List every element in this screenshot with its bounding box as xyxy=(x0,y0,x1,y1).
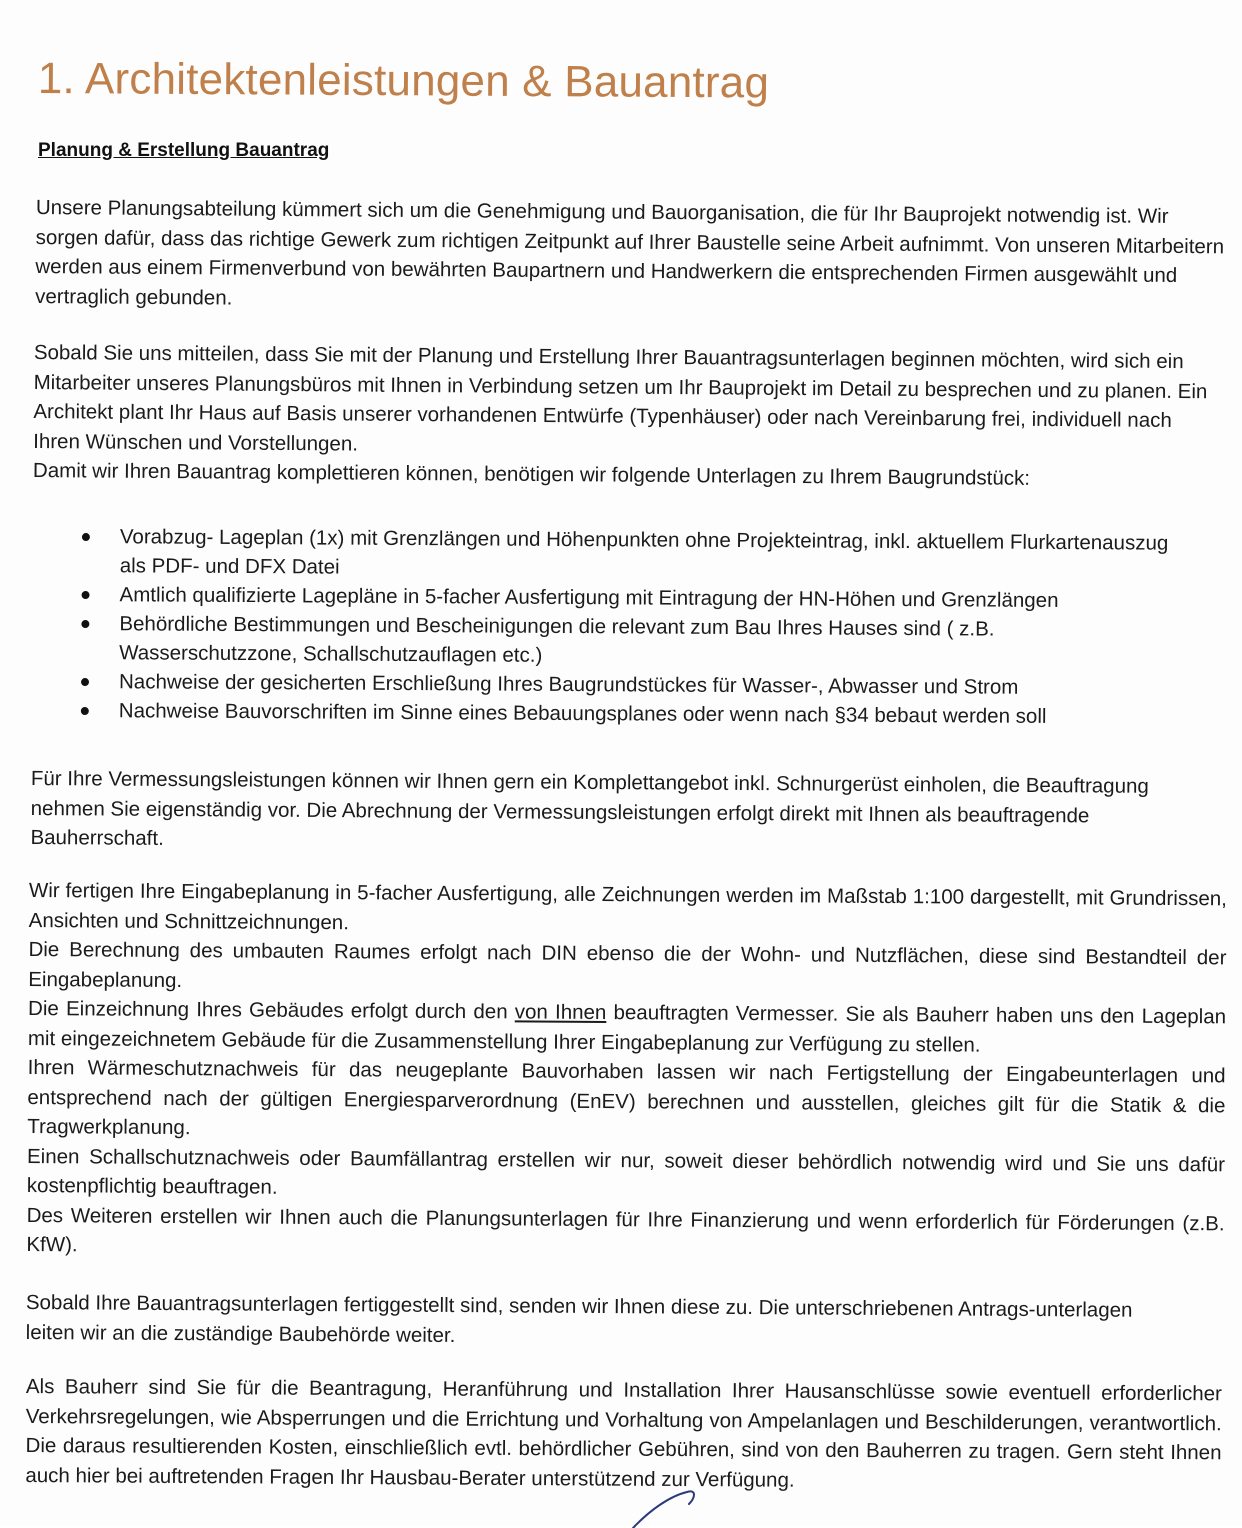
paragraph-financing: Des Weiteren erstellen wir Ihnen auch die Planungsunterlagen für Ihre Finanzierung und wenn erforderlich für Förderungen (z.B. KfW). xyxy=(26,1203,1225,1257)
underlined-emphasis: von Ihnen xyxy=(514,1000,607,1025)
paragraph-thermal-insulation: Ihren Wärmeschutznachweis für das neugeplante Bauvorhaben lassen wir nach Fertigstellung der Eingabeunterlagen und entsprechend nach der gültigen Energiesparverordnung (EnEV) berechnen und ausstellen, gleiches gilt für die Statik & die Tragwerkplanung. xyxy=(27,1055,1226,1140)
list-item: Vorabzug- Lageplan (1x) mit Grenzlängen und Höhenpunkten ohne Projekteintrag, inkl. aktuellem Flurkartenauszug als PDF- und DFX Datei xyxy=(80,522,1170,587)
paragraph-surveying: Für Ihre Vermessungsleistungen können wir Ihnen gern ein Komplettangebot inkl. Schnurgerüst einholen, die Beauftragung nehmen Sie eigenständig vor. Die Abrechnung der Vermessungsleistungen erfolgt direkt mit Ihnen als beauftragende Bauherrschaft. xyxy=(30,766,1149,850)
responsibility-paragraph-block xyxy=(25,1372,1222,1497)
bullet-icon xyxy=(82,533,90,541)
paragraph-soundproofing: Einen Schallschutznachweis oder Baumfällantrag erstellen wir nur, soweit dieser behördlich notwendig wird und Sie uns dafür kostenpflichtig beauftragen. xyxy=(26,1144,1226,1199)
subsection-heading: Planung & Erstellung Bauantrag xyxy=(38,140,330,161)
bullet-icon xyxy=(82,591,90,599)
paragraph-builder-responsibility: Als Bauherr sind Sie für die Beantragung, Heranführung und Installation Ihrer Hausanschlüsse sowie eventuell erforderlicher Verkehrsregelungen, wie Absperrungen und die Errichtung und Vorhaltung von Ampelanlagen und Beschilderungen, verantwortlich. Die daraus resultierenden Kosten, einschließlich evtl. behördlicher Gebühren, sind von den Bauherren zu tragen. Gern steht Ihnen auch hier bei auftretenden Fragen Ihr Hausbau-Berater unterstützend zur Verfügung. xyxy=(25,1375,1222,1492)
paragraph-room-calculation: Die Berechnung des umbauten Raumes erfolgt nach DIN ebenso die der Wohn- und Nutzflächen, diese sind Bestandteil der Eingabeplanung. xyxy=(28,937,1227,992)
section-title: 1. Architektenleistungen & Bauantrag xyxy=(37,54,770,108)
bullet-icon xyxy=(81,678,89,686)
bullet-icon xyxy=(81,620,89,628)
paragraph-planning-department: Unsere Planungsabteilung kümmert sich um die Genehmigung und Bauorganisation, die für Ihr Bauprojekt notwendig ist. Wir sorgen dafür, dass das richtige Gewerk zum richtigen Zeitpunkt auf Ihrer Baustelle seine Arbeit aufnimmt. Von unseren Mitarbeitern werden aus einem Firmenverbund von bewährten Baupartnern und Handwerkern die entsprechenden Firmen ausgewählt und vertraglich gebunden. xyxy=(35,195,1225,310)
planning-details-block xyxy=(26,876,1227,1268)
intro-paragraph-block xyxy=(35,193,1236,320)
list-item: Amtlich qualifizierte Lagepläne in 5-facher Ausfertigung mit Eintragung der HN-Höhen und Grenzlängen xyxy=(79,580,1169,616)
contact-paragraph-block xyxy=(33,338,1219,495)
bullet-icon xyxy=(81,707,89,715)
paragraph-required-documents-intro: Damit wir Ihren Bauantrag komplettieren können, benötigen wir folgende Unterlagen zu Ihrem Baugrundstück: xyxy=(32,458,1031,490)
list-item: Nachweise Bauvorschriften im Sinne eines Bebauungsplanes oder wenn nach §34 bebaut werden soll xyxy=(79,696,1169,732)
submission-paragraph-block xyxy=(26,1288,1146,1355)
list-item: Behördliche Bestimmungen und Bescheinigungen die relevant zum Bau Ihres Hauses sind ( z.B. Wasserschutzzone, Schallschutzauflagen etc.) xyxy=(79,609,1169,674)
signature-mark-icon xyxy=(625,1488,715,1528)
surveying-paragraph-block xyxy=(30,764,1196,861)
required-documents-list xyxy=(79,522,1170,732)
paragraph-submission-planning: Wir fertigen Ihre Eingabeplanung in 5-facher Ausfertigung, alle Zeichnungen werden im Maßstab 1:100 dargestellt, mit Grundrissen, Ansichten und Schnittzeichnungen. xyxy=(28,878,1227,934)
paragraph-contact-architect: Sobald Sie uns mitteilen, dass Sie mit der Planung und Erstellung Ihrer Bauantragsunterlagen beginnen möchten, wird sich ein Mitarbeiter unseres Planungsbüros mit Ihnen in Verbindung setzen um Ihr Bauprojekt im Detail zu besprechen und zu planen. Ein Architekt plant Ihr Haus auf Basis unserer vorhandenen Entwürfe (Typenhäuser) oder nach Vereinbarung frei, individuell nach Ihren Wünschen und Vorstellungen. xyxy=(33,340,1208,456)
paragraph-building-drawing: Die Einzeichnung Ihres Gebäudes erfolgt durch den von Ihnen beauftragten Vermesser. Sie als Bauherr haben uns den Lageplan mit eingezeichnetem Gebäude für die Zusammenstellung Ihrer Eingabeplanung zur Verfügung zu stellen. xyxy=(27,996,1227,1057)
paragraph-submission: Sobald Ihre Bauantragsunterlagen fertiggestellt sind, senden wir Ihnen diese zu. Die unterschriebenen Antrags-unterlagen leiten wir an die zuständige Baubehörde weiter. xyxy=(25,1290,1133,1347)
list-item: Nachweise der gesicherten Erschließung Ihres Baugrundstückes für Wasser-, Abwasser und Strom xyxy=(79,667,1169,703)
